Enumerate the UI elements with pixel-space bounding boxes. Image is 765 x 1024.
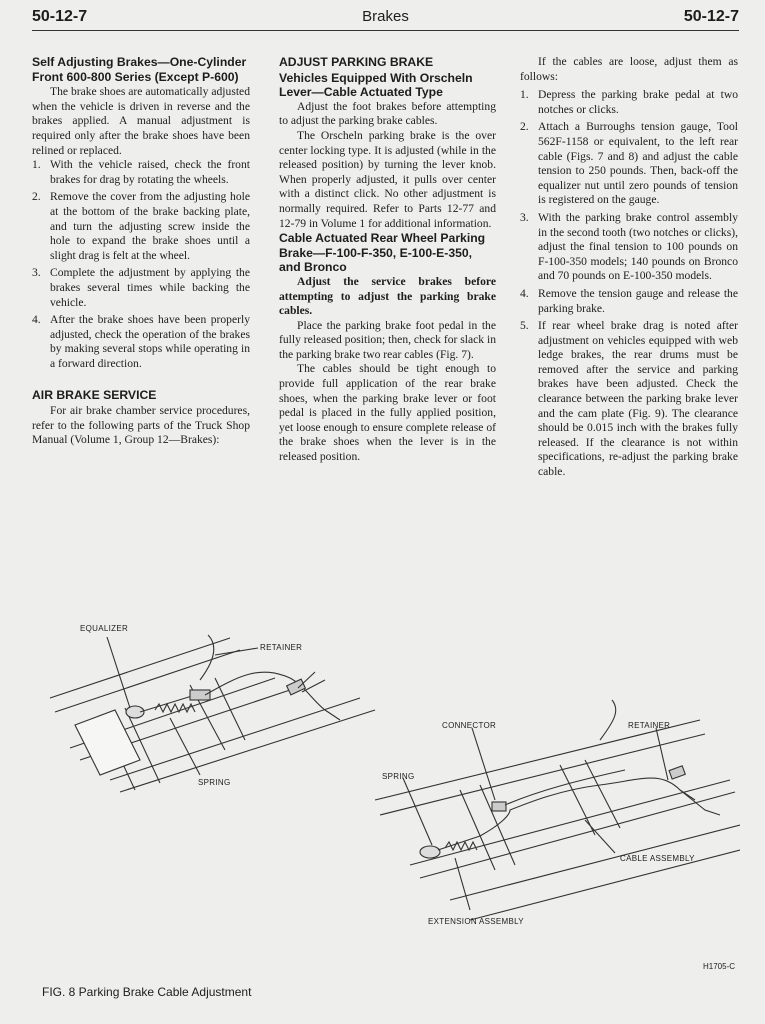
step-item	[32, 158, 250, 187]
step-text: If rear wheel brake drag is noted after adjustment on vehicles equipped with web ledge brakes, the rear drums must be removed after the service and parking brakes have been adjusted. Check the clearance between the parking brake lever and the cam plate (Fig. 9). The clearance should be 0.015 inch with the brakes fully released. If the clearance is not within specifications, re-adjust the parking brake cable.	[538, 319, 738, 479]
paragraph: The brake shoes are automatically adjusted when the vehicle is driven in reverse and the brakes applied. A manual adjustment is required only after the brake shoes have been relined or replaced.	[32, 85, 250, 157]
step-text: Remove the cover from the adjusting hole at the bottom of the brake backing plate, and turn the adjusting screw inside the hole to expand the brake shoes until a slight drag is felt at the wheel.	[50, 190, 250, 262]
step-text: Complete the adjustment by applying the brakes several times while backing the vehicle.	[50, 266, 250, 309]
step-item	[520, 287, 738, 316]
parking-brake-diagram	[40, 620, 740, 950]
step-item	[32, 266, 250, 310]
label-spring: SPRING	[382, 772, 415, 781]
paragraph: The cables should be tight enough to provide full application of the rear brake shoes, when the parking brake lever or foot pedal is placed in the fully applied position, yet loose enough to ensure complete release of the brake shoes when the lever is in the released position.	[279, 362, 496, 464]
label-extension-assembly: EXTENSION ASSEMBLY	[428, 917, 524, 926]
step-item	[520, 319, 738, 480]
label-connector: CONNECTOR	[442, 721, 497, 730]
steps-list	[32, 158, 250, 371]
paragraph: The Orscheln parking brake is the over center locking type. It is adjusted (while in the released position) by turning the lever knob. When properly adjusted, it pulls over center with a distinct click. No other adjustment is normally required. Refer to Parts 12-77 and 12-79 in Volume 1 for additional information.	[279, 128, 496, 230]
column-2	[279, 55, 496, 465]
step-number: 1.	[520, 88, 529, 102]
step-text: After the brake shoes have been properly adjusted, check the operation of the brakes by making several stops while operating in a forward direction.	[50, 313, 250, 370]
label-retainer: RETAINER	[260, 643, 303, 652]
subheading-cable-actuated: Cable Actuated Rear Wheel Parking Brake—F-100-F-350, E-100-E-350, and Bronco	[279, 231, 486, 275]
step-item	[520, 88, 738, 117]
step-text: Depress the parking brake pedal at two notches or clicks.	[538, 88, 738, 116]
paragraph: If the cables are loose, adjust them as follows:	[520, 55, 738, 83]
label-cable-assembly: CABLE ASSEMBLY	[620, 854, 695, 863]
heading-air-brake: AIR BRAKE SERVICE	[32, 388, 157, 403]
section-title: Brakes	[362, 8, 409, 25]
step-text: Attach a Burroughs tension gauge, Tool 562F-1158 or equivalent, to the left rear cable (Figs. 7 and 8) and adjust the cable tension to 250 pounds. Then, back-off the equalizer nut until zero pounds of tension is registered on the gauge.	[538, 120, 738, 207]
figure-caption: FIG. 8 Parking Brake Cable Adjustment	[42, 985, 252, 999]
heading-self-adjusting: Self Adjusting Brakes—One-Cylinder Front 600-800 Series (Except P-600)	[32, 55, 247, 84]
step-number: 2.	[32, 190, 41, 204]
page-number-right: 50-12-7	[683, 8, 739, 25]
step-number: 2.	[520, 120, 529, 134]
label-equalizer: EQUALIZER	[80, 624, 129, 633]
label-spring: SPRING	[198, 778, 231, 787]
column-1	[32, 55, 250, 448]
step-item	[32, 313, 250, 371]
column-3	[520, 55, 738, 483]
step-number: 5.	[520, 319, 529, 333]
step-item	[520, 120, 738, 208]
step-number: 3.	[32, 266, 41, 280]
steps-list	[520, 88, 738, 479]
step-number: 4.	[32, 313, 41, 327]
step-text: Remove the tension gauge and release the parking brake.	[538, 286, 738, 315]
paragraph: Adjust the foot brakes before attempting to adjust the parking brake cables.	[279, 99, 496, 128]
step-number: 4.	[520, 286, 529, 300]
page-header	[32, 6, 739, 31]
figure-parking-brake-cable	[40, 620, 740, 950]
heading-adjust-parking-brake: ADJUST PARKING BRAKE	[279, 55, 434, 69]
label-retainer: RETAINER	[628, 721, 671, 730]
step-item	[32, 190, 250, 263]
step-item	[520, 211, 738, 284]
step-number: 3.	[520, 210, 529, 224]
paragraph: Place the parking brake foot pedal in the fully released position; then, check for slack in the parking brake two rear cables (Fig. 7).	[279, 318, 496, 361]
step-text: With the vehicle raised, check the front brakes for drag by rotating the wheels.	[50, 158, 250, 186]
paragraph-bold: Adjust the service brakes before attempting to adjust the parking brake cables.	[279, 274, 496, 318]
paragraph: For air brake chamber service procedures, refer to the following parts of the Truck Shop Manual (Volume 1, Group 12—Brakes):	[32, 404, 250, 447]
figure-code: H1705-C	[703, 962, 736, 971]
step-text: With the parking brake control assembly in the second tooth (two notches or clicks), adjust the final tension to 100 pounds on F-100-350 models; 140 pounds on Bronco and 70 pounds on E-100-350 models.	[538, 210, 738, 283]
page-number-left: 50-12-7	[32, 8, 88, 25]
step-number: 1.	[32, 158, 41, 172]
subheading-orscheln: Vehicles Equipped With Orscheln Lever—Cable Actuated Type	[279, 70, 473, 100]
